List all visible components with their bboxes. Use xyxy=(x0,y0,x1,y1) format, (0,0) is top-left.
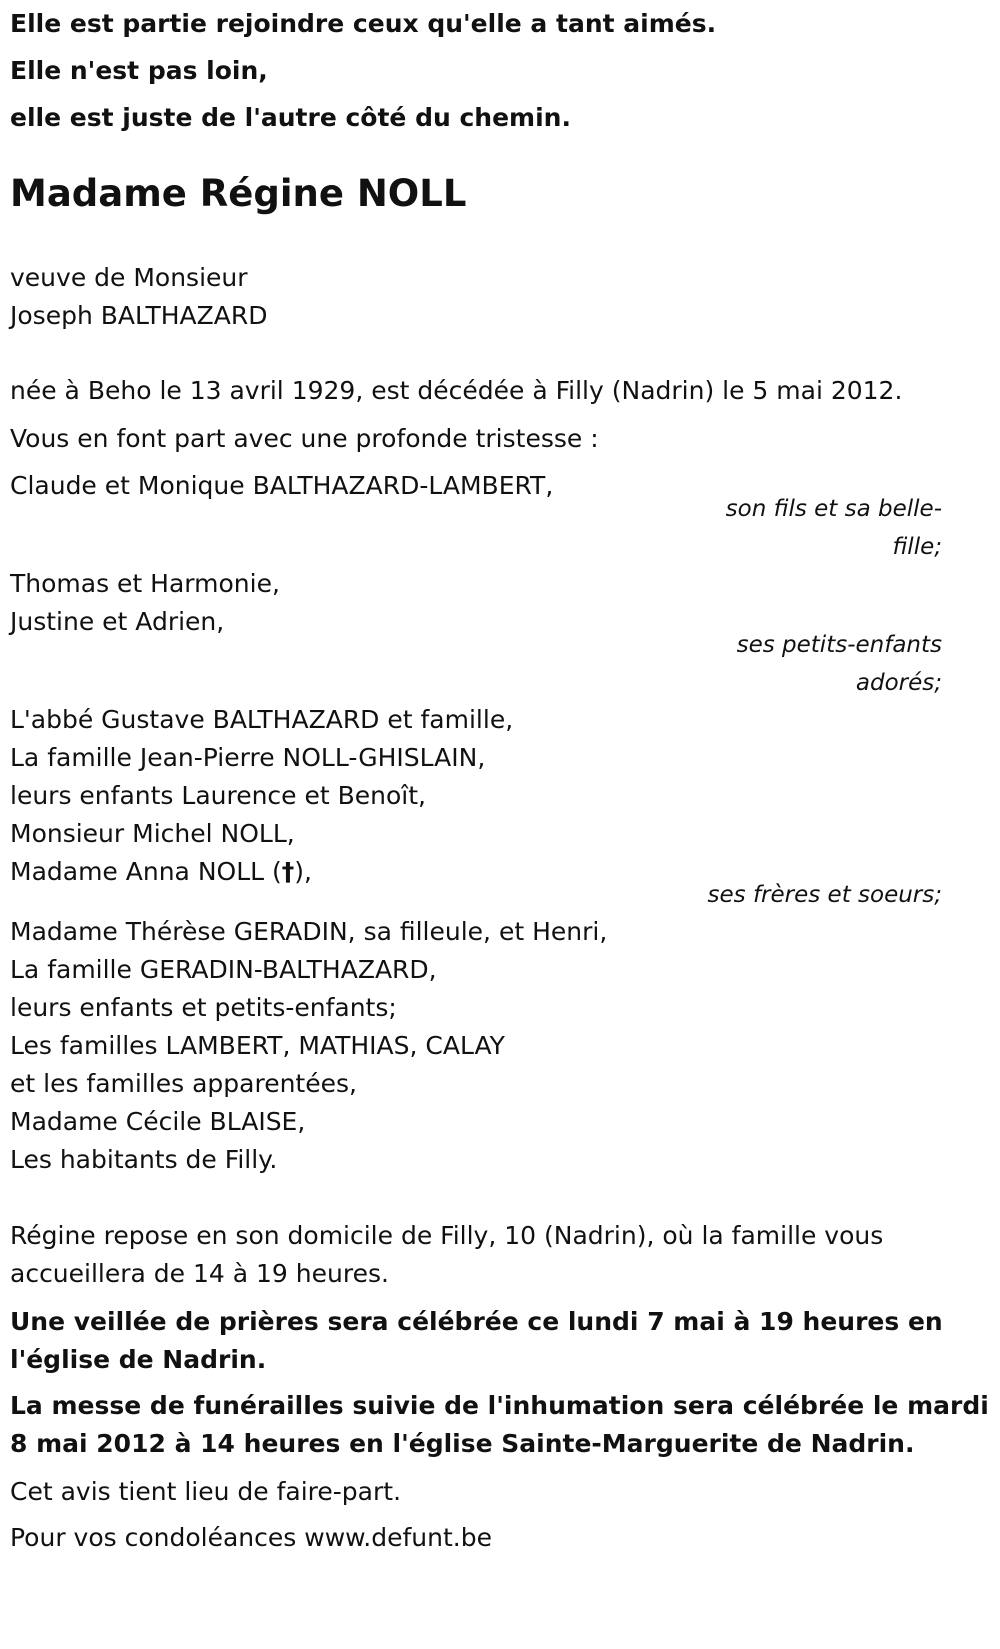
dates-line: née à Beho le 13 avril 1929, est décédée à Filly (Nadrin) le 5 mai 2012. xyxy=(10,376,903,405)
other-5: et les familles apparentées, xyxy=(10,1069,357,1098)
repose-line-1: Régine repose en son domicile de Filly, 10 (Nadrin), où la famille vous xyxy=(10,1221,884,1250)
siblings-role: ses frères et soeurs; xyxy=(707,882,942,908)
intro-line-1: Elle est partie rejoindre ceux qu'elle a tant aimés. xyxy=(10,9,717,38)
mass-line-1: La messe de funérailles suivie de l'inhumation sera célébrée le mardi xyxy=(10,1391,989,1420)
widow-line-1: veuve de Monsieur xyxy=(10,263,248,292)
repose-line-2: accueillera de 14 à 19 heures. xyxy=(10,1259,389,1288)
other-6: Madame Cécile BLAISE, xyxy=(10,1107,306,1136)
condolences-line: Pour vos condoléances www.defunt.be xyxy=(10,1523,492,1552)
grandchildren-1: Thomas et Harmonie, xyxy=(10,569,280,598)
intro-line-2: Elle n'est pas loin, xyxy=(10,56,268,85)
grandchildren-role-2: adorés; xyxy=(855,670,942,696)
vigil-line-1: Une veillée de prières sera célébrée ce lundi 7 mai à 19 heures en xyxy=(10,1307,943,1336)
other-2: La famille GERADIN-BALTHAZARD, xyxy=(10,955,437,984)
grandchildren-2: Justine et Adrien, xyxy=(10,607,225,636)
vigil-line-2: l'église de Nadrin. xyxy=(10,1345,267,1374)
intro-line-3: elle est juste de l'autre côté du chemin. xyxy=(10,103,571,132)
sibling-2: La famille Jean-Pierre NOLL-GHISLAIN, xyxy=(10,743,486,772)
sibling-5 xyxy=(10,857,312,887)
other-1: Madame Thérèse GERADIN, sa filleule, et Henri, xyxy=(10,917,608,946)
cross-icon: † xyxy=(281,857,295,886)
other-7: Les habitants de Filly. xyxy=(10,1145,278,1174)
notice-line: Cet avis tient lieu de faire-part. xyxy=(10,1477,402,1506)
grandchildren-role-1: ses petits-enfants xyxy=(736,632,942,658)
son-role-1: son fils et sa belle- xyxy=(725,496,942,522)
widow-line-2: Joseph BALTHAZARD xyxy=(10,301,268,330)
sibling-5-end: ), xyxy=(294,857,312,886)
sibling-5-text: Madame Anna NOLL ( xyxy=(10,857,282,886)
other-3: leurs enfants et petits-enfants; xyxy=(10,993,397,1022)
page-title: Madame Régine NOLL xyxy=(10,172,467,215)
mass-line-2: 8 mai 2012 à 14 heures en l'église Sainte-Marguerite de Nadrin. xyxy=(10,1429,915,1458)
announce-line: Vous en font part avec une profonde tristesse : xyxy=(10,424,599,453)
sibling-4: Monsieur Michel NOLL, xyxy=(10,819,295,848)
other-4: Les familles LAMBERT, MATHIAS, CALAY xyxy=(10,1031,505,1060)
family-son: Claude et Monique BALTHAZARD-LAMBERT, xyxy=(10,471,554,500)
sibling-3: leurs enfants Laurence et Benoît, xyxy=(10,781,427,810)
sibling-1: L'abbé Gustave BALTHAZARD et famille, xyxy=(10,705,514,734)
son-role-2: fille; xyxy=(892,534,942,560)
